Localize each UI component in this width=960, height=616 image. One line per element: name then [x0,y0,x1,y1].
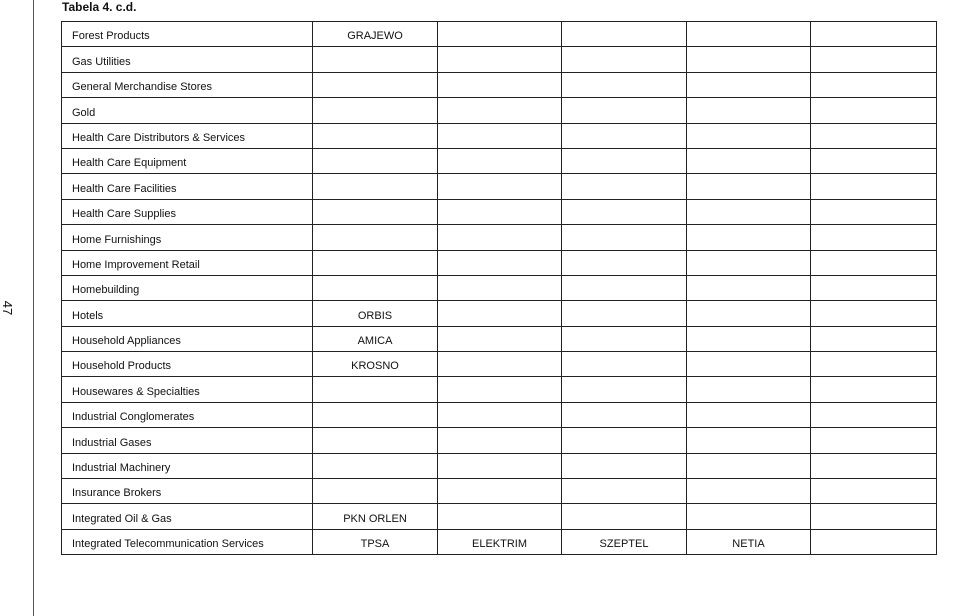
table-body [62,22,937,555]
company-cell: SZEPTEL [562,529,687,554]
company-cell [687,22,811,47]
company-cell [562,402,687,427]
sector-cell: Hotels [62,301,313,326]
company-cell [313,428,438,453]
table-row [62,123,937,148]
company-cell [562,301,687,326]
table-row [62,428,937,453]
sector-companies-table [61,21,937,555]
company-cell [811,352,937,377]
left-margin-rule [33,0,34,616]
company-cell [438,98,562,123]
table-row [62,250,937,275]
company-cell [811,47,937,72]
company-cell [687,250,811,275]
page-number: 47 [0,300,15,316]
company-cell [438,47,562,72]
company-cell: ORBIS [313,301,438,326]
table-row [62,98,937,123]
sector-cell: Homebuilding [62,275,313,300]
company-cell [313,148,438,173]
table-row [62,529,937,554]
company-cell [438,275,562,300]
company-cell [313,47,438,72]
company-cell [562,250,687,275]
company-cell: KROSNO [313,352,438,377]
company-cell [562,199,687,224]
company-cell: NETIA [687,529,811,554]
company-cell [438,199,562,224]
company-cell [438,479,562,504]
sector-cell: Integrated Oil & Gas [62,504,313,529]
sector-cell: Health Care Supplies [62,199,313,224]
company-cell [313,453,438,478]
company-cell [687,479,811,504]
table-row [62,148,937,173]
table-row [62,174,937,199]
company-cell [562,47,687,72]
company-cell: GRAJEWO [313,22,438,47]
table-row [62,453,937,478]
company-cell [562,123,687,148]
company-cell [811,275,937,300]
company-cell [687,301,811,326]
sector-cell: Integrated Telecommunication Services [62,529,313,554]
table-row [62,326,937,351]
company-cell [562,174,687,199]
company-cell [562,326,687,351]
company-cell [811,377,937,402]
table-row [62,504,937,529]
company-cell [562,377,687,402]
company-cell [438,402,562,427]
sector-cell: Industrial Conglomerates [62,402,313,427]
company-cell [687,47,811,72]
sector-cell: Gold [62,98,313,123]
sector-cell: Industrial Machinery [62,453,313,478]
company-cell [313,174,438,199]
company-cell [687,123,811,148]
company-cell [687,402,811,427]
table-row [62,199,937,224]
table-row [62,402,937,427]
company-cell [438,123,562,148]
company-cell [811,453,937,478]
table-row [62,377,937,402]
company-cell: ELEKTRIM [438,529,562,554]
company-cell [811,98,937,123]
company-cell [811,250,937,275]
company-cell [811,174,937,199]
table-row [62,22,937,47]
company-cell [438,352,562,377]
table-row [62,47,937,72]
sector-cell: Industrial Gases [62,428,313,453]
table-row [62,72,937,97]
company-cell [811,225,937,250]
company-cell: AMICA [313,326,438,351]
company-cell [438,428,562,453]
sector-cell: General Merchandise Stores [62,72,313,97]
company-cell [313,72,438,97]
company-cell [687,225,811,250]
company-cell [438,377,562,402]
company-cell [438,174,562,199]
table-row [62,275,937,300]
company-cell [313,275,438,300]
company-cell [313,479,438,504]
sector-cell: Insurance Brokers [62,479,313,504]
company-cell [811,148,937,173]
company-cell [687,174,811,199]
company-cell [687,72,811,97]
company-cell [811,529,937,554]
company-cell [687,504,811,529]
company-cell [313,377,438,402]
company-cell [687,199,811,224]
company-cell [438,301,562,326]
company-cell: TPSA [313,529,438,554]
company-cell [438,148,562,173]
company-cell [562,504,687,529]
company-cell [562,148,687,173]
sector-cell: Health Care Distributors & Services [62,123,313,148]
sector-cell: Household Products [62,352,313,377]
company-cell [687,275,811,300]
sector-cell: Health Care Equipment [62,148,313,173]
company-cell [313,123,438,148]
company-cell [811,428,937,453]
company-cell [811,199,937,224]
company-cell [313,225,438,250]
company-cell [562,453,687,478]
company-cell [811,326,937,351]
table-row [62,225,937,250]
sector-cell: Gas Utilities [62,47,313,72]
table-row [62,301,937,326]
company-cell [811,22,937,47]
table-row [62,352,937,377]
company-cell [811,123,937,148]
sector-cell: Health Care Facilities [62,174,313,199]
company-cell [687,453,811,478]
company-cell [562,225,687,250]
company-cell [811,479,937,504]
sector-cell: Home Furnishings [62,225,313,250]
table-caption: Tabela 4. c.d. [62,0,137,14]
table-row [62,479,937,504]
company-cell [562,428,687,453]
company-cell [562,352,687,377]
company-cell [438,250,562,275]
company-cell [313,199,438,224]
company-cell [811,504,937,529]
company-cell [811,402,937,427]
company-cell [562,479,687,504]
company-cell [438,504,562,529]
company-cell [687,428,811,453]
company-cell [313,250,438,275]
sector-cell: Forest Products [62,22,313,47]
company-cell [687,98,811,123]
sector-cell: Housewares & Specialties [62,377,313,402]
company-cell [438,22,562,47]
company-cell [687,377,811,402]
company-cell [687,148,811,173]
sector-cell: Home Improvement Retail [62,250,313,275]
company-cell [313,98,438,123]
company-cell [313,402,438,427]
company-cell: PKN ORLEN [313,504,438,529]
company-cell [687,352,811,377]
sector-cell: Household Appliances [62,326,313,351]
company-cell [687,326,811,351]
company-cell [438,225,562,250]
company-cell [811,72,937,97]
company-cell [562,22,687,47]
company-cell [562,275,687,300]
company-cell [438,453,562,478]
company-cell [438,326,562,351]
company-cell [811,301,937,326]
company-cell [438,72,562,97]
company-cell [562,98,687,123]
company-cell [562,72,687,97]
